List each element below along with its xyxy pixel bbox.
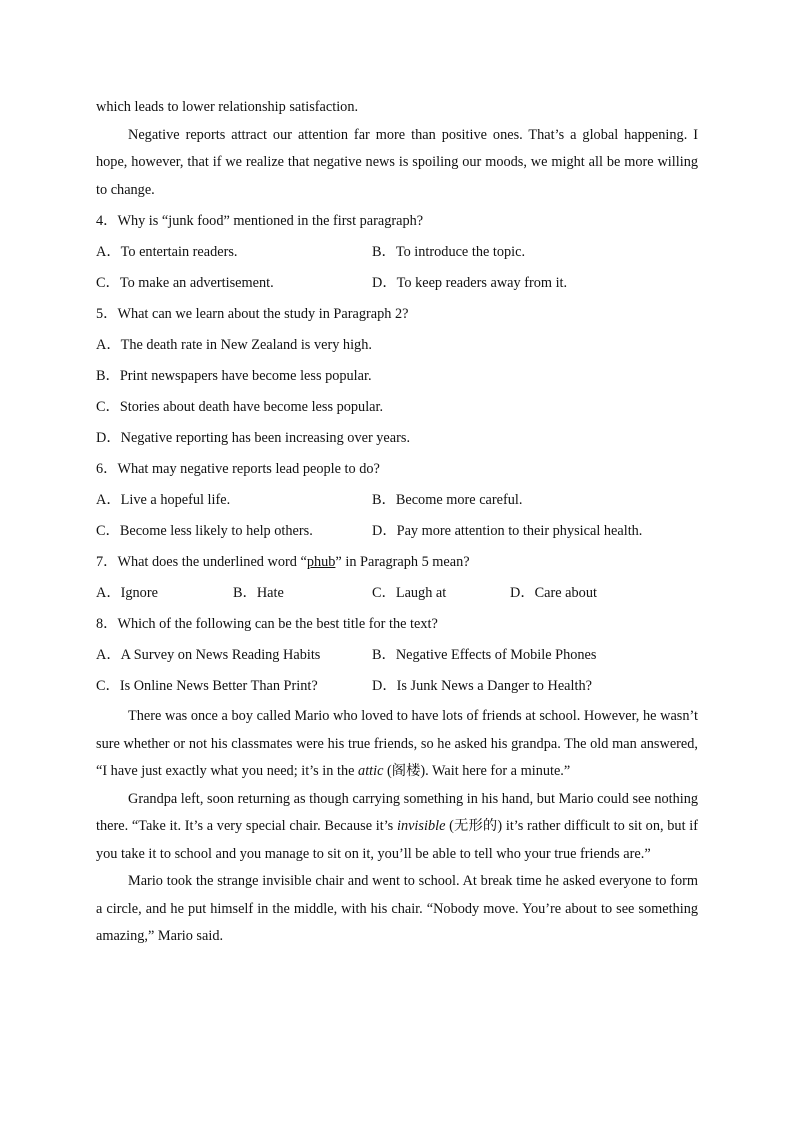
question-6-stem: 6．What may negative reports lead people to do? <box>96 461 380 477</box>
question-6-options-row-1 <box>96 485 698 516</box>
option-c: C．Is Online News Better Than Print? <box>96 678 318 694</box>
story-text: There was once a boy called Mario who loved to have lots of friends at school. However, he wasn’t sure whether or not his classmates were his true friends, so he asked his grandpa. The old man answered, “I have just exactly what you need; it’s in the <box>96 708 698 779</box>
question-7-stem <box>96 547 698 578</box>
italic-word-attic: attic <box>358 763 384 779</box>
question-7-stem-end: ” in Paragraph 5 mean? <box>335 554 470 570</box>
option-b: B．To introduce the topic. <box>372 244 526 260</box>
option-d: D．To keep readers away from it. <box>372 275 568 291</box>
option-c: C．To make an advertisement. <box>96 275 274 291</box>
question-5-stem: 5．What can we learn about the study in Paragraph 2? <box>96 306 409 322</box>
story-text: (阁楼). Wait here for a minute.” <box>383 763 571 779</box>
option-b: B．Hate <box>233 585 284 601</box>
italic-word-invisible: invisible <box>396 818 446 834</box>
option-a: A．The death rate in New Zealand is very high. <box>96 337 372 353</box>
option-c: C．Become less likely to help others. <box>96 523 313 539</box>
option-b: B．Print newspapers have become less popular. <box>96 368 372 384</box>
option-d: D．Pay more attention to their physical health. <box>372 523 643 539</box>
story-paragraph-3: Mario took the strange invisible chair and went to school. At break time he asked everyone to form a circle, and he put himself in the middle, with his chair. “Nobody move. You’re about to see something amazing,” Mario said. <box>96 873 698 944</box>
question-4-options-row-1 <box>96 237 698 268</box>
option-d: D．Negative reporting has been increasing over years. <box>96 430 411 446</box>
option-b: B．Negative Effects of Mobile Phones <box>372 647 597 663</box>
story-paragraph-2 <box>96 786 698 869</box>
question-8-stem: 8．Which of the following can be the best title for the text? <box>96 616 438 632</box>
passage-paragraph: Negative reports attract our attention far more than positive ones. That’s a global happening. I hope, however, that if we realize that negative news is spoiling our moods, we might all be more willing to change. <box>96 126 698 198</box>
story-text: (无形的) it’s rather difficult to sit on, but if you take it to school and you manage to sit on it, you’ll be able to tell who your true friends are.” <box>96 818 698 862</box>
underlined-word: phub <box>306 554 336 570</box>
question-6-options-row-2 <box>96 516 698 547</box>
story-text: Grandpa left, soon returning as though carrying something in his hand, but Mario could see nothing there. “Take it. It’s a very special chair. Because it’s <box>96 790 698 834</box>
question-8-options-row-1 <box>96 640 698 671</box>
passage-line: which leads to lower relationship satisfaction. <box>96 99 359 115</box>
question-7-options-row <box>96 578 698 609</box>
question-8-options-row-2 <box>96 671 698 702</box>
option-a: A．Ignore <box>96 585 158 601</box>
option-c: C．Stories about death have become less popular. <box>96 399 384 415</box>
option-d: D．Is Junk News a Danger to Health? <box>372 678 592 694</box>
option-a: A．A Survey on News Reading Habits <box>96 647 321 663</box>
question-7-stem-start: 7．What does the underlined word “ <box>96 554 307 570</box>
option-a: A．To entertain readers. <box>96 244 238 260</box>
option-b: B．Become more careful. <box>372 492 523 508</box>
document-page <box>96 94 698 951</box>
option-c: C．Laugh at <box>372 585 447 601</box>
question-4-stem: 4．Why is “junk food” mentioned in the first paragraph? <box>96 213 424 229</box>
question-4-options-row-2 <box>96 268 698 299</box>
option-a: A．Live a hopeful life. <box>96 492 231 508</box>
story-paragraph-1 <box>96 703 698 786</box>
option-d: D．Care about <box>510 585 597 601</box>
